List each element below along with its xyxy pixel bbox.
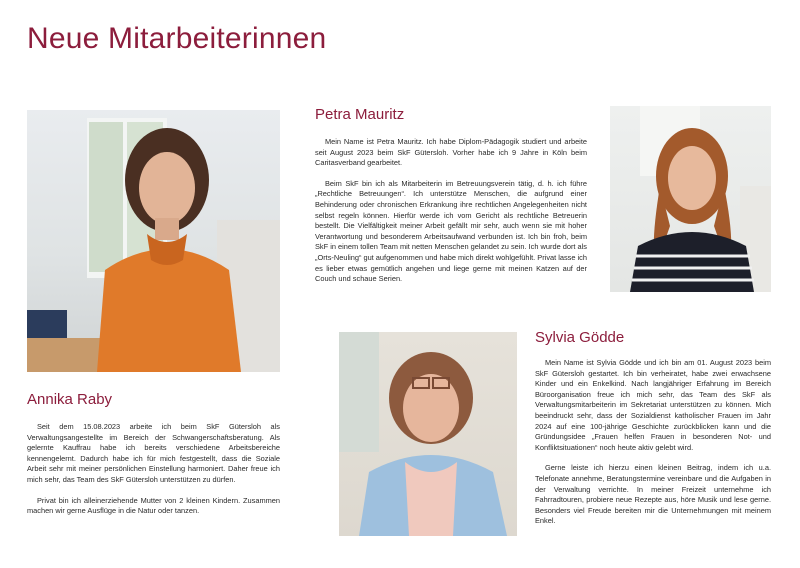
petra-name: Petra Mauritz [315,106,405,123]
sylvia-bio [535,358,771,537]
petra-bio [315,137,587,295]
petra-photo [610,106,771,292]
petra-paragraph-1: Mein Name ist Petra Mauritz. Ich habe Diplom-Pädagogik studiert und arbeite seit August 2023 beim SkF Gütersloh. Vorher habe ich 9 Jahre in Köln beim Caritasverband gearbeitet. [315,137,587,168]
petra-paragraph-2: Beim SkF bin ich als Mitarbeiterin im Betreuungsverein tätig, d. h. ich führe „Rechtliche Betreuungen“. Ich unterstütze Menschen, die aufgrund einer Behinderung oder chronischen Erkrankung ihre rechtlichen Angelegenheiten nicht selbst regeln können. Hierfür werde ich vom Gericht als rechtliche Betreuerin bestellt. Die Vielfältigkeit meiner Arbeit gefällt mir sehr, auch wenn sie mit hoher Verantwortung und besonderem Arbeitsaufwand verbunden ist. Ich bin froh, beim SkF in einem tollen Team mit netten Menschen gelandet zu sein. Ich wurde dort als „Orts-Neuling“ gut aufgenommen und habe mich direkt wohlgefühlt. Privat lasse ich es lieber etwas gemütlich angehen und liege gerne mit meinen Katzen auf der Couch und schaue Serien. [315,178,587,284]
sylvia-paragraph-2: Gerne leiste ich hierzu einen kleinen Beitrag, indem ich u.a. Telefonate annehme, Beratungstermine vereinbare und die Aufgaben in der Verwaltung verrichte. In meiner Freizeit unternehme ich Fahrradtouren, probiere neue Rezepte aus, höre Musik und lese gerne. Besonders viel Freude bereiten mir die Unternehmungen mit meinem Enkel. [535,463,771,526]
sylvia-paragraph-1: Mein Name ist Sylvia Gödde und ich bin am 01. August 2023 beim SkF Gütersloh gestartet. Ich bin verheiratet, habe zwei erwachsene Kinder und ein Enkelkind. Nach langjähriger Erfahrung im Bereich Büroorganisation freue ich mich sehr, das Team des SkF als Verwaltungsmitarbeiterin im Sekretariat unterstützen zu können. Mich beeindruckt sehr, dass der Sozialdienst katholischer Frauen im Jahr 2024 auf eine 100-jährige Geschichte zurückblicken kann und die Gründungsidee „Frauen helfen Frauen in besonderen Not- und Konfliktsituationen“ noch heute aktiv gelebt wird. [535,358,771,452]
annika-paragraph-2: Privat bin ich alleinerziehende Mutter von 2 kleinen Kindern. Zusammen machen wir gerne Ausflüge in die Natur oder tanzen. [27,495,280,516]
annika-paragraph-1: Seit dem 15.08.2023 arbeite ich beim SkF Gütersloh als Verwaltungsangestellte im Bereich der Schwangerschaftsberatung. Als gelernte Kauffrau habe ich bereits verschiedene Arbeitsbereiche kennengelernt. Dadurch habe ich für mich festgestellt, dass die Soziale Arbeit sehr mit meiner persönlichen Einstellung harmoniert. Daher freue ich mich sehr, das Team des SkF Gütersloh unterstützen zu dürfen. [27,422,280,484]
page-title: Neue Mitarbeiterinnen [27,22,327,55]
sylvia-photo [339,332,517,536]
annika-name: Annika Raby [27,391,113,408]
annika-photo [27,110,280,372]
sylvia-name: Sylvia Gödde [535,329,625,346]
annika-bio [27,422,280,527]
